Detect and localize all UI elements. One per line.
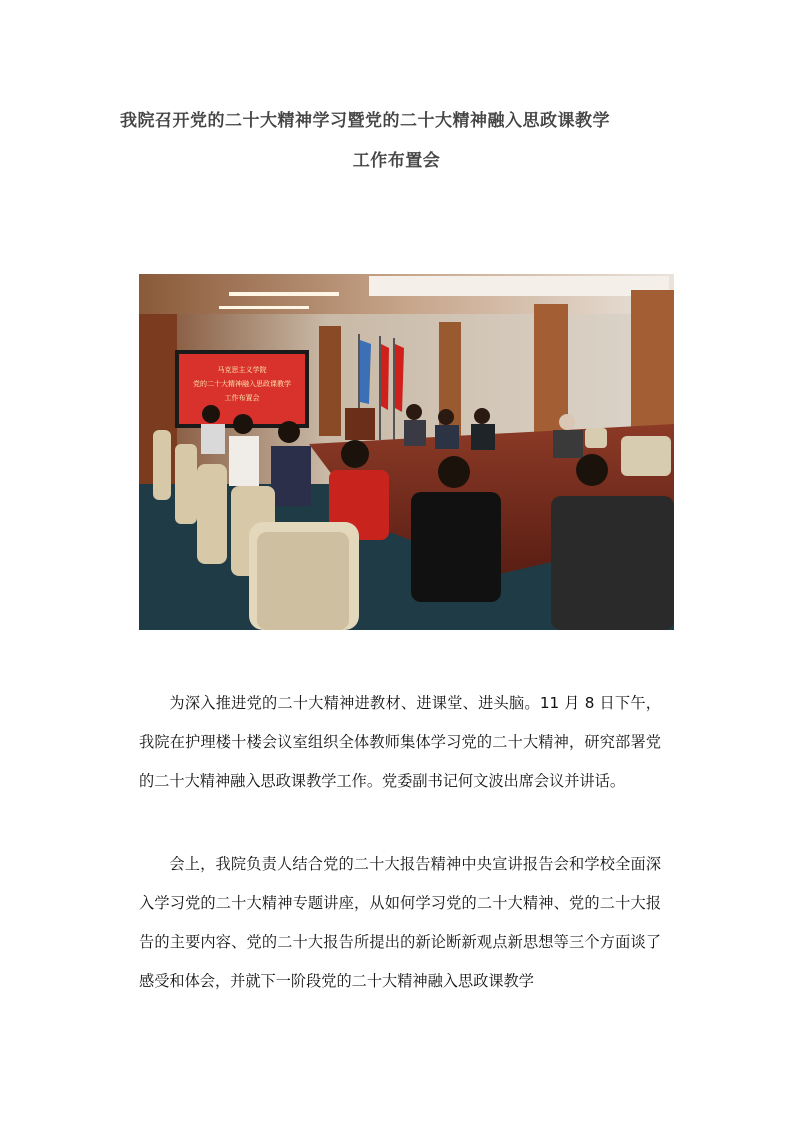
- document-title-line-1: 我院召开党的二十大精神学习暨党的二十大精神融入思政课教学: [120, 111, 610, 131]
- paragraph-2: 会上，我院负责人结合党的二十大报告精神中央宣讲报告会和学校全面深入学习党的二十大精神专题讲座，从如何学习党的二十大精神、党的二十大报告的主要内容、党的二十大报告所提出的新论断新观点新思想等三个方面谈了感受和体会，并就下一阶段党的二十大精神融入思政课教学: [139, 855, 661, 990]
- document-title-line-2: 工作布置会: [352, 151, 441, 171]
- screen-text-2: 党的二十大精神融入思政课教学: [193, 380, 291, 388]
- screen-text-3: 工作布置会: [224, 394, 260, 402]
- screen-text-1: 马克思主义学院: [217, 366, 267, 374]
- paragraph-1: 为深入推进党的二十大精神进教材、进课堂、进头脑。11 月 8 日下午，我院在护理楼十楼会议室组织全体教师集体学习党的二十大精神，研究部署党的二十大精神融入思政课教学工作。党委副书记何文波出席会议并讲话。: [139, 694, 661, 790]
- meeting-photo: [139, 274, 674, 630]
